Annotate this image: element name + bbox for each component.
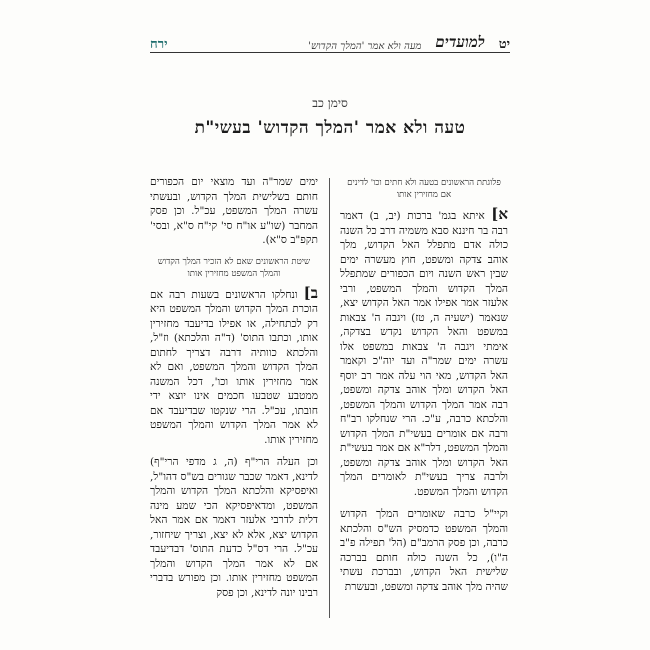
paragraph-halacha: וקיי"ל כרבה שאומרים המלך הקדוש והמלך המשפט כדמסיק הש"ס והלכתא כרבה, וכן פסק הרמב"ם (הל' תפילה פ"ב ה"ו), כל השנה כולה חותם בברכה שלישית האל הקדוש, ובברכת עשתי שהיה מלך אוהב צדקה ומשפט, ובעשרת xyxy=(340,508,508,593)
right-column-subhead: פלוגתת הראשונים בטעה ולא חתים וכו' לדינים אם מחזירין אותו xyxy=(347,178,501,200)
left-column xyxy=(150,175,318,608)
right-column xyxy=(340,175,508,602)
paragraph-continuation: ימים שמר"ה ועד מוצאי יום הכפורים חותם בשלישית המלך הקדוש, ובעשתי עשרה המלך המשפט, עכ"ל. וכן פסק המחבר (שו"ע או"ח סי' קי"ח ס"א, ובסי' תקפ"ב ס"א). xyxy=(150,176,318,246)
header-right-group xyxy=(308,33,510,52)
paragraph-rif: וכן העלה הרי"ף (ה, ג מדפי הרי"ף) לדינא, דאמר שכבר שגורים בש"ס דהו"ל, ואיפסיקא והלכתא המלך הקדוש והמלך המשפט, ומדאיפסיקא הכי שמע מינה דלית לדרבי אלעזר דאמר אם אמר האל הקדוש יצא, אלא לא יצא, וצריך שיחזור, עכ"ל. הרי דס"ל כדעת התוס' דבדיעבד אם לא אמר המלך הקדוש והמלך המשפט מחזירין אותו. וכן מפורש בדברי רבינו יונה לדינא, וכן פסק xyxy=(150,456,318,599)
left-column-subhead: שיטת הראשונים שאם לא הזכיר המלך הקדוש והמלך המשפט מחזירין אותו xyxy=(157,256,311,279)
paragraph-marker: א] xyxy=(491,205,508,223)
running-header xyxy=(150,26,510,53)
column-divider xyxy=(329,178,330,618)
page-number: יט xyxy=(498,37,510,52)
header-marker: ירח xyxy=(150,37,168,52)
book-title: למועדים xyxy=(435,33,485,51)
siman-label: סימן כב xyxy=(312,96,348,110)
chapter-title: טעה ולא אמר 'המלך הקדוש' בעשי"ת xyxy=(194,118,466,138)
paragraph-aleph xyxy=(340,207,508,499)
paragraph-text: ונחלקו הראשונים בשעות רבה אם הוכרת המלך הקדוש והמלך המשפט היא רק לכתחילה, או אפילו בדיעבד מחזירין אותו, וכתבו התוס' (ד"ה והלכתא) וז"ל, והלכתא כוותיה דרבה דצריך לחתום המלך הקדוש והמלך המשפט, ואם לא אמר מחזירין אותו וכו', דכל המשנה ממטבע שטבעו חכמים אינו יוצא ידי חובתו, עכ"ל. הרי שנקטו שבדיעבד אם לא אמר המלך הקדוש והמלך המשפט מחזירין אותו. xyxy=(150,288,318,446)
paragraph-bet xyxy=(150,283,318,448)
running-title: מעה ולא אמר 'המלך הקדוש' xyxy=(308,41,422,52)
paragraph-text: איתא בגמ' ברכות (יב, ב) דאמר רבה בר חיננא סבא משמיה דרב כל השנה כולה אדם מתפלל האל הקדוש, מלך אוהב צדקה ומשפט, חוץ מעשרה ימים שבין ראש השנה ויום הכפורים שמתפלל המלך הקדוש והמלך המשפט, ורבי אלעזר אמר אפילו אמר האל הקדוש יצא, שנאמר (ישעיה ה, טז) ויגבה ה' צבאות במשפט והאל הקדוש נקדש בצדקה, אימתי ויגבה ה' צבאות במשפט אלו עשרה ימים שמר"ה ועד יוה"כ וקאמר האל הקדוש, מאי הוי עלה אמר רב יוסף האל הקדוש ומלך אוהב צדקה ומשפט, רבה אמר המלך הקדוש והמלך המשפט, והלכתא כרבה, ע"כ. הרי שנחלקו רב"ח ורבה אם אומרים בעשי"ת המלך הקדוש והמלך המשפט, דלר"א אם אמר בעשי"ת האל הקדוש ומלך אוהב צדקה ומשפט, ולרבה צריך בעשי"ת לאומרים המלך הקדוש והמלך המשפט. xyxy=(340,210,508,498)
paragraph-marker: ב] xyxy=(303,283,318,302)
